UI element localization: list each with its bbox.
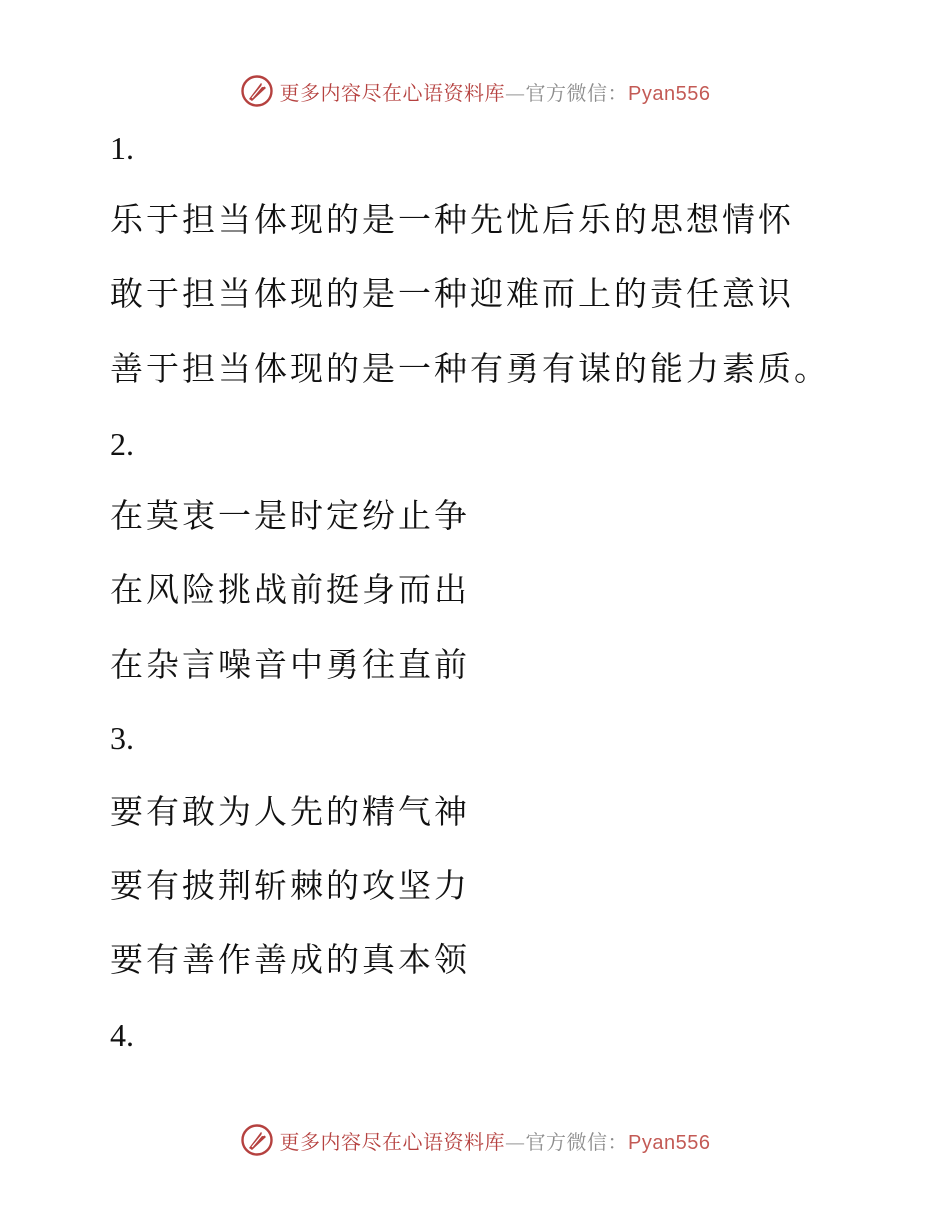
- pen-nib-logo-icon: [240, 1123, 274, 1157]
- section-2-number: 2.: [110, 426, 134, 462]
- pen-nib-logo-icon: [240, 74, 274, 108]
- section-2-line-2: 在风险挑战前挺身而出: [110, 570, 470, 609]
- section-4-number: 4.: [110, 1017, 134, 1053]
- watermark-text: [280, 77, 711, 106]
- section-3-number: 3.: [110, 720, 134, 756]
- section-1-number: 1.: [110, 130, 134, 166]
- section-2-line-1: 在莫衷一是时定纷止争: [110, 496, 470, 535]
- section-3-line-1: 要有敢为人先的精气神: [110, 792, 470, 831]
- header-watermark: [0, 71, 950, 111]
- watermark-wechat-id: Pyan556: [628, 1131, 711, 1154]
- section-3-line-2: 要有披荆斩棘的攻坚力: [110, 866, 470, 905]
- section-2-line-3: 在杂言噪音中勇往直前: [110, 645, 470, 684]
- watermark-prefix: 更多内容尽在心语资料库: [279, 80, 506, 105]
- watermark-wechat-id: Pyan556: [628, 82, 711, 105]
- section-3-line-3: 要有善作善成的真本领: [110, 940, 470, 979]
- footer-watermark: [0, 1120, 950, 1160]
- watermark-label: 官方微信：: [525, 80, 629, 105]
- watermark-label: 官方微信：: [525, 1129, 629, 1154]
- section-1-line-1: 乐于担当体现的是一种先忧后乐的思想情怀: [110, 200, 794, 239]
- watermark-text: [280, 1126, 711, 1155]
- watermark-separator: —: [505, 80, 526, 105]
- section-1-line-3: 善于担当体现的是一种有勇有谋的能力素质。: [110, 349, 830, 388]
- watermark-prefix: 更多内容尽在心语资料库: [279, 1129, 506, 1154]
- section-1-line-2: 敢于担当体现的是一种迎难而上的责任意识: [110, 274, 794, 313]
- watermark-separator: —: [505, 1129, 526, 1154]
